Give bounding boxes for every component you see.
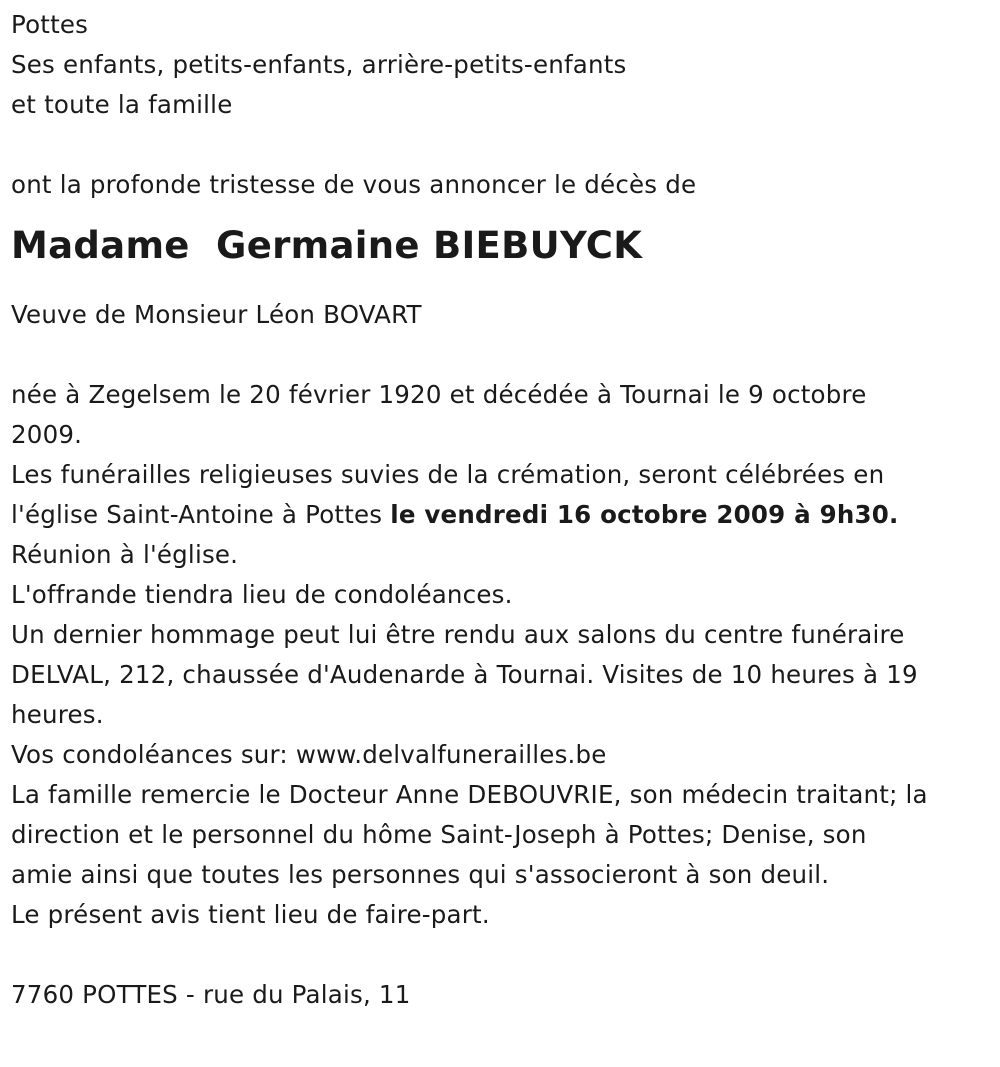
deceased-name: Madame Germaine BIEBUYCK [11, 224, 643, 267]
offering-line: L'offrande tiendra lieu de condoléances. [11, 580, 513, 609]
header-line-family: Ses enfants, petits-enfants, arrière-petits-enfants [11, 50, 627, 79]
thanks-line-1: La famille remercie le Docteur Anne DEBOUVRIE, son médecin traitant; la [11, 780, 928, 809]
tribute-line-2: DELVAL, 212, chaussée d'Audenarde à Tournai. Visites de 10 heures à 19 [11, 660, 918, 689]
condolences-url: www.delvalfunerailles.be [295, 740, 607, 769]
widow-line: Veuve de Monsieur Léon BOVART [11, 300, 422, 329]
notice-line: Le présent avis tient lieu de faire-part. [11, 900, 490, 929]
condolences-line [11, 735, 993, 775]
tribute-line-3: heures. [11, 700, 104, 729]
condolences-label: Vos condoléances sur: [11, 740, 296, 769]
funeral-church: l'église Saint-Antoine à Pottes [11, 500, 391, 529]
funeral-line-1: Les funérailles religieuses suvies de la crémation, seront célébrées en [11, 460, 885, 489]
obituary-notice [11, 5, 993, 1015]
header-line-location: Pottes [11, 10, 89, 39]
birth-death-line-2: 2009. [11, 420, 83, 449]
address-line: 7760 POTTES - rue du Palais, 11 [11, 980, 411, 1009]
thanks-line-3: amie ainsi que toutes les personnes qui s'associeront à son deuil. [11, 860, 830, 889]
spacer [11, 335, 993, 375]
header-line-family-continued: et toute la famille [11, 90, 233, 119]
thanks-line-2: direction et le personnel du hôme Saint-Joseph à Pottes; Denise, son [11, 820, 867, 849]
funeral-date: le vendredi 16 octobre 2009 à 9h30. [390, 500, 899, 529]
spacer [11, 125, 993, 165]
spacer [11, 935, 993, 975]
tribute-line-1: Un dernier hommage peut lui être rendu aux salons du centre funéraire [11, 620, 905, 649]
announcement-text: ont la profonde tristesse de vous annoncer le décès de [11, 170, 697, 199]
birth-death-line-1: née à Zegelsem le 20 février 1920 et décédée à Tournai le 9 octobre [11, 380, 867, 409]
funeral-line-2 [11, 495, 993, 535]
meeting-line: Réunion à l'église. [11, 540, 239, 569]
